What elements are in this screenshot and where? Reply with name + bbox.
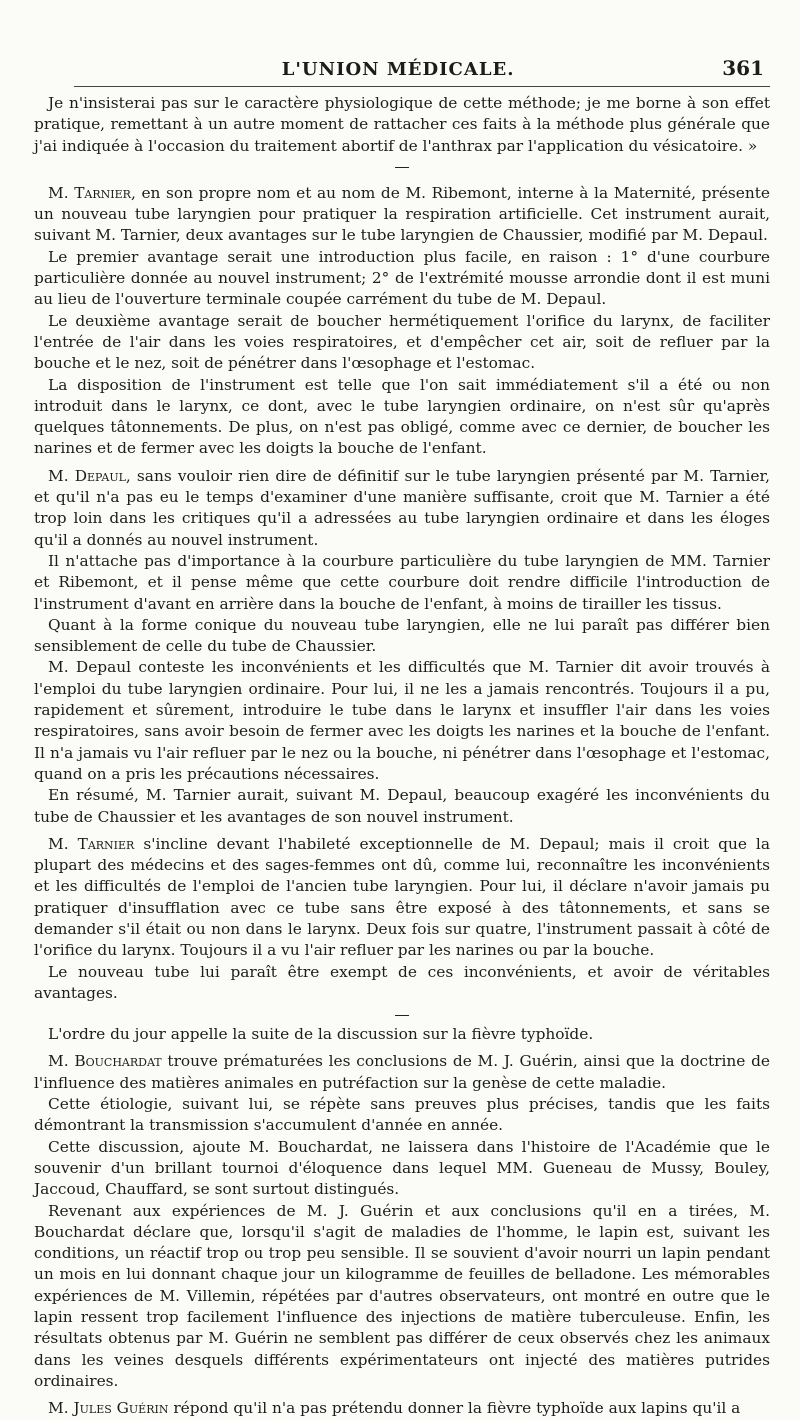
paragraph: Quant à la forme conique du nouveau tube laryngien, elle ne lui paraît pas différer bien sensiblement de celle du tube de Chaussier. xyxy=(34,615,770,656)
paragraph: L'ordre du jour appelle la suite de la discussion sur la fièvre typhoïde. xyxy=(48,1025,594,1044)
speaker-name: M. Jules Guérin xyxy=(48,1399,169,1418)
paragraph-text: sans vouloir rien dire de définitif sur le tube laryngien présenté par M. Tarnier, et qu'il n'a pas eu le temps d'examiner d'une manière suffisante, croit que M. Tarnier a été trop loin dans les critiques qu'il a adressées au tube laryngien ordinaire et dans les éloges qu'il a donnés au nouvel instrument. xyxy=(34,466,770,549)
page-number: 361 xyxy=(722,56,764,80)
speaker-paragraph xyxy=(34,834,770,962)
paragraph-text: en son propre nom et au nom de M. Ribemont, interne à la Maternité, présente un nouveau tube laryngien pour pratiquer la respiration artificielle. Cet instrument aurait, suivant M. Tarnier, deux avantages sur le tube laryngien de Chaussier, modifié par M. Depaul. xyxy=(34,183,770,245)
paragraph: Le premier avantage serait une introduction plus facile, en raison : 1° d'une courbure particulière donnée au nouvel instrument; 2° de l'extrémité mousse arrondie dont il est muni au lieu de l'ouverture terminale coupée carrément du tube de M. Depaul. xyxy=(34,247,770,309)
paragraph: Cette discussion, ajoute M. Bouchardat, ne laissera dans l'histoire de l'Académie que le souvenir d'un brillant tournoi d'éloquence dans lequel MM. Gueneau de Mussy, Bouley, Jaccoud, Chauffard, se sont surtout distingués. xyxy=(34,1137,770,1199)
paragraph: Le deuxième avantage serait de boucher hermétiquement l'orifice du larynx, de faciliter l'entrée de l'air dans les voies respiratoires, et d'empêcher cet air, soit de refluer par la bouche et le nez, soit de pénétrer dans l'œsophage et l'estomac. xyxy=(34,311,770,373)
paragraph: Cette étiologie, suivant lui, se répète sans preuves plus précises, tandis que les faits démontrant la transmission s'accumulent d'année en année. xyxy=(34,1095,770,1135)
journal-title: L'UNION MÉDICALE. xyxy=(281,59,515,80)
speaker-name: M. Tarnier, xyxy=(48,183,136,202)
speaker-name: M. Tarnier xyxy=(48,834,135,853)
article-body xyxy=(34,93,770,1420)
paragraph-text: trouve prématurées les conclusions de M. J. Guérin, ainsi que la doctrine de l'influence des matières animales en putréfaction sur la genèse de cette maladie. xyxy=(34,1052,770,1092)
paragraph: En résumé, M. Tarnier aurait, suivant M. Depaul, beaucoup exagéré les inconvénients du tube de Chaussier et les avantages de son nouvel instrument. xyxy=(34,786,770,826)
paragraph: Revenant aux expériences de M. J. Guérin et aux conclusions qu'il en a tirées, M. Bouchardat déclare que, lorsqu'il s'agit de maladies de l'homme, le lapin est, suivant les conditions, un réactif trop ou trop peu sensible. Il se souvient d'avoir nourri un lapin pendant un mois en lui donnant chaque jour un kilogramme de feuilles de belladone. Les mémorables expériences de M. Villemin, répétées par d'autres observateurs, ont montré en outre que le lapin ressent trop facilement l'influence des injections de matière tuberculeuse. Enfin, les résultats obtenus par M. Guérin ne semblent pas différer de ceux observés chez les animaux dans les veines desquels différents expérimentateurs ont injecté des matières putrides ordinaires. xyxy=(34,1201,770,1390)
paragraph: Je n'insisterai pas sur le caractère physiologique de cette méthode; je me borne à son effet pratique, remettant à un autre moment de rattacher ces faits à la méthode plus générale que j'ai indiquée à l'occasion du traitement abortif de l'anthrax par l'application du vésicatoire. » xyxy=(34,94,770,155)
speaker-paragraph xyxy=(34,183,770,247)
speaker-paragraph xyxy=(34,1398,770,1419)
paragraph: M. Depaul conteste les inconvénients et les difficultés que M. Tarnier dit avoir trouvés à l'emploi du tube laryngien ordinaire. Pour lui, il ne les a jamais rencontrés. Toujours il a pu, rapidement et sûrement, introduire le tube dans le larynx et insuffler l'air dans les voies respiratoires, sans avoir besoin de fermer avec les doigts les narines et la bouche de l'enfant. Il n'a jamais vu l'air refluer par le nez ou la bouche, ni pénétrer dans l'œsophage et l'estomac, quand on a pris les précautions nécessaires. xyxy=(34,658,770,783)
paragraph: Il n'attache pas d'importance à la courbure particulière du tube laryngien de MM. Tarnier et Ribemont, et il pense même que cette courbure doit rendre difficile l'introduction de l'instrument d'avant en arrière dans la bouche de l'enfant, à moins de tirailler les tissus. xyxy=(34,551,770,613)
speaker-paragraph xyxy=(34,466,770,551)
speaker-paragraph xyxy=(34,1051,770,1094)
section-separator xyxy=(34,157,770,177)
speaker-name: M. Depaul, xyxy=(48,466,131,485)
speaker-name: M. Bouchardat xyxy=(48,1052,162,1071)
running-header xyxy=(74,56,770,87)
paragraph-text: répond qu'il n'a pas prétendu donner la fièvre typhoïde aux lapins qu'il a xyxy=(168,1399,741,1418)
paragraph-text: s'incline devant l'habileté exceptionnelle de M. Depaul; mais il croit que la plupart des médecins et des sages-femmes ont dû, comme lui, reconnaître les inconvénients et les difficultés de l'emploi de l'ancien tube laryngien. Pour lui, il déclare n'avoir jamais pu pratiquer d'insufflation avec ce tube sans être exposé à des tâtonnements, et sans se demander s'il était ou non dans le larynx. Deux fois sur quatre, l'instrument passait à côté de l'orifice du larynx. Toujours il a vu l'air refluer par les narines ou par la bouche. xyxy=(34,834,770,960)
paragraph: La disposition de l'instrument est telle que l'on sait immédiatement s'il a été ou non introduit dans le larynx, ce dont, avec le tube laryngien ordinaire, on n'est sûr qu'après quelques tâtonnements. De plus, on n'est pas obligé, comme avec ce dernier, de boucher les narines et de fermer avec les doigts la bouche de l'enfant. xyxy=(34,375,770,458)
paragraph: Le nouveau tube lui paraît être exempt de ces inconvénients, et avoir de véritables avantages. xyxy=(34,962,770,1002)
section-separator xyxy=(34,1004,770,1024)
